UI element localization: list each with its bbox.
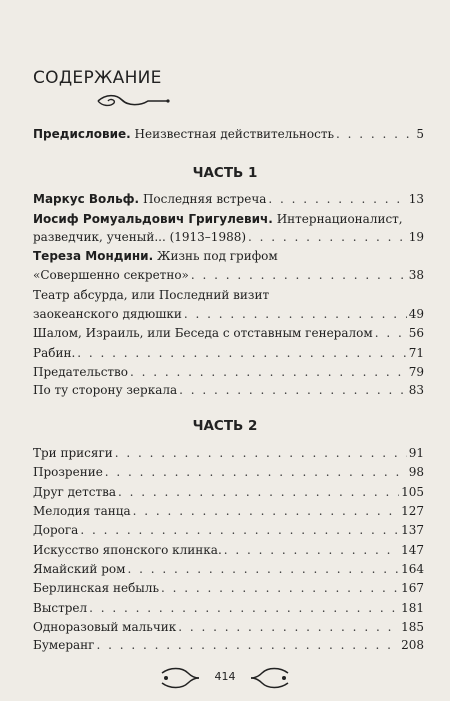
toc-entry[interactable]	[33, 191, 424, 207]
entry-title: Рабин.	[33, 346, 76, 360]
toc-entry[interactable]	[33, 267, 424, 283]
page-ref: 105	[401, 485, 424, 499]
entry-title: Одноразовый мальчик	[33, 620, 177, 634]
leader-dots	[105, 464, 407, 480]
leader-dots	[77, 345, 406, 361]
entry-title: Друг детства	[33, 485, 116, 499]
leader-dots	[184, 306, 407, 322]
toc-entry-line[interactable]	[33, 287, 424, 303]
entry-author: Маркус Вольф.	[33, 192, 140, 206]
leader-dots	[248, 229, 407, 245]
entry-title: Три присяги	[33, 446, 113, 460]
page-ref: 181	[401, 601, 424, 615]
entry-author: Иосиф Ромуальдович Григулевич.	[33, 212, 273, 226]
page-ref: 49	[408, 307, 424, 321]
leader-dots	[133, 503, 399, 519]
page-ref: 83	[408, 383, 424, 397]
entry-title: Жизнь под грифом	[156, 249, 278, 263]
page-ref: 137	[401, 523, 424, 537]
entry-title: По ту сторону зеркала	[33, 383, 178, 397]
page-ref: 98	[408, 465, 424, 479]
toc-entry[interactable]	[33, 345, 424, 361]
page-ref: 38	[408, 268, 424, 282]
page-ref: 19	[408, 230, 424, 244]
entry-title: Ямайский ром	[33, 562, 126, 576]
entry-title: Дорога	[33, 523, 79, 537]
leader-dots	[96, 637, 399, 653]
toc-entry[interactable]	[33, 445, 424, 461]
toc-entry[interactable]	[33, 382, 424, 398]
entry-title: Мелодия танца	[33, 504, 131, 518]
page-ref: 13	[408, 192, 424, 206]
entry-author: Тереза Мондини.	[33, 249, 154, 263]
page-ref: 91	[408, 446, 424, 460]
page-ref: 147	[401, 543, 424, 557]
entry-title: Берлинская небыль	[33, 581, 160, 595]
page-ref: 127	[401, 504, 424, 518]
toc-entry[interactable]	[33, 637, 424, 653]
flourish-ornament-icon	[96, 92, 170, 110]
entry-title: Последняя встреча	[142, 192, 267, 206]
leader-dots	[118, 484, 399, 500]
page-ref: 5	[416, 127, 424, 141]
leader-dots	[80, 522, 399, 538]
entry-title-cont: разведчик, ученый... (1913–1988)	[33, 230, 247, 244]
leader-dots	[89, 600, 399, 616]
toc-entry[interactable]	[33, 542, 424, 558]
page-ref: 71	[408, 346, 424, 360]
toc-entry[interactable]	[33, 325, 424, 341]
page-ref: 79	[408, 365, 424, 379]
leader-dots	[161, 580, 399, 596]
toc-entry[interactable]	[33, 364, 424, 380]
toc-entry-line[interactable]	[33, 211, 424, 227]
toc-entry[interactable]	[33, 464, 424, 480]
entry-title: Бумеранг	[33, 638, 95, 652]
toc-entry-line[interactable]	[33, 248, 424, 264]
page-ref: 208	[401, 638, 424, 652]
leader-dots	[130, 364, 407, 380]
page-ref: 56	[408, 326, 424, 340]
leader-dots	[191, 267, 407, 283]
entry-title: Шалом, Израиль, или Беседа с отставным генералом	[33, 326, 373, 340]
entry-title: Прозрение	[33, 465, 103, 479]
toc-entry[interactable]	[33, 561, 424, 577]
leader-dots	[336, 126, 414, 142]
entry-title: Интернационалист,	[276, 212, 403, 226]
page-title: СОДЕРЖАНИЕ	[33, 68, 162, 88]
page-ref: 167	[401, 581, 424, 595]
leader-dots	[127, 561, 399, 577]
leader-dots	[179, 382, 407, 398]
toc-entry[interactable]	[33, 503, 424, 519]
toc-entry[interactable]	[33, 580, 424, 596]
entry-title-cont: заокеанского дядюшки	[33, 307, 182, 321]
footer-scroll-ornament-right-icon	[250, 667, 290, 689]
toc-entry[interactable]	[33, 484, 424, 500]
footer-scroll-ornament-left-icon	[160, 667, 200, 689]
leader-dots	[375, 325, 407, 341]
leader-dots	[268, 191, 406, 207]
leader-dots	[178, 619, 399, 635]
toc-entry[interactable]	[33, 619, 424, 635]
leader-dots	[115, 445, 407, 461]
entry-title: Выстрел	[33, 601, 88, 615]
toc-entry-preface[interactable]	[33, 126, 424, 142]
page-number: 414	[214, 670, 236, 683]
entry-title: Неизвестная действительность	[134, 127, 335, 141]
leader-dots	[224, 542, 399, 558]
entry-title-cont: «Совершенно секретно»	[33, 268, 189, 282]
entry-title: Театр абсурда, или Последний визит	[33, 288, 270, 302]
entry-title: Предательство	[33, 365, 129, 379]
entry-label-bold: Предисловие.	[33, 127, 131, 141]
toc-entry[interactable]	[33, 522, 424, 538]
toc-entry[interactable]	[33, 306, 424, 322]
part-1-heading: ЧАСТЬ 1	[192, 165, 258, 181]
entry-title: Искусство японского клинка.	[33, 543, 222, 557]
toc-entry[interactable]	[33, 229, 424, 245]
page-ref: 164	[401, 562, 424, 576]
toc-entry[interactable]	[33, 600, 424, 616]
part-2-heading: ЧАСТЬ 2	[192, 418, 258, 434]
page-ref: 185	[401, 620, 424, 634]
